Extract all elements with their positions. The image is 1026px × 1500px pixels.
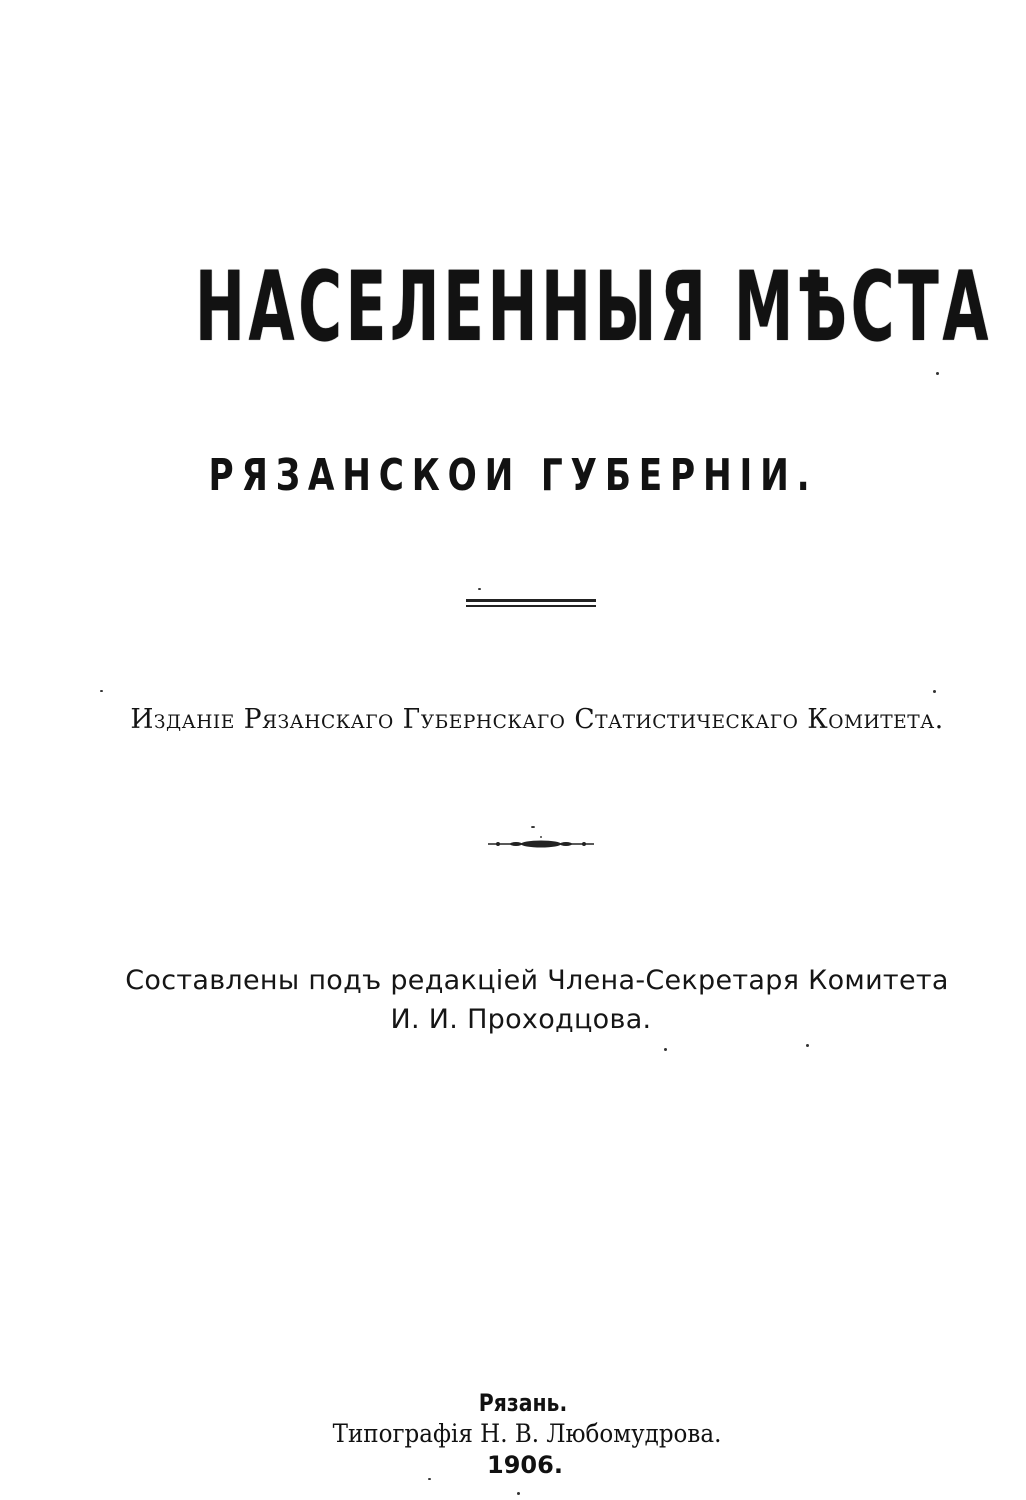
scan-speck — [517, 1492, 520, 1495]
imprint-printer: Типографія Н. В. Любомудрова. — [332, 1419, 722, 1448]
main-title: НАСЕЛЕННЫЯ МѢСТА — [194, 251, 993, 363]
scan-speck — [531, 826, 535, 828]
imprint-city: Рязань. — [478, 1389, 568, 1417]
scan-speck — [100, 690, 103, 692]
subtitle: РЯЗАНСКОИ ГУБЕРНІИ. — [208, 450, 818, 501]
scan-speck — [664, 1048, 667, 1051]
double-rule-divider — [466, 599, 596, 608]
scan-speck — [428, 1478, 431, 1480]
scan-speck — [933, 690, 936, 693]
editor-line-2: И. И. Проходцова. — [390, 1004, 652, 1035]
scan-speck — [806, 1044, 809, 1047]
scan-speck — [478, 588, 481, 590]
publisher-line: Изданіе Рязанскаго Губернскаго Статистическаго Комитета. — [130, 704, 944, 735]
scan-speck — [936, 372, 939, 375]
imprint-year: 1906. — [487, 1451, 563, 1479]
editor-line-1: Составлены подъ редакціей Члена-Секретаря Комитета — [125, 965, 949, 996]
ornament-divider — [486, 835, 596, 851]
